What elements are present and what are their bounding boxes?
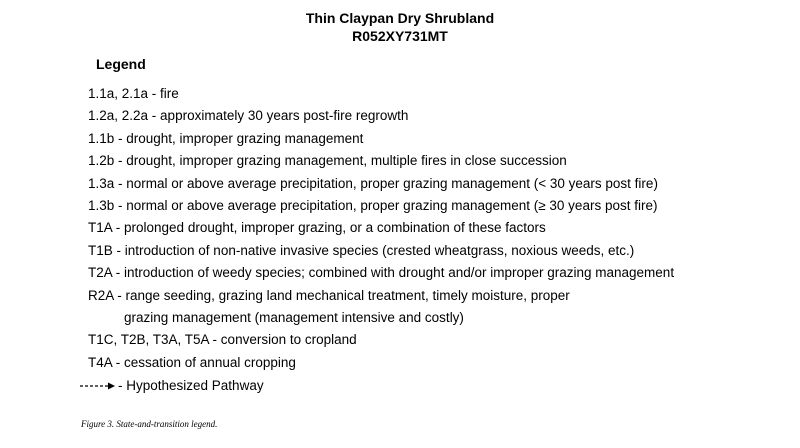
legend-item-1-3b: 1.3b - normal or above average precipitation, proper grazing management (≥ 30 years post fire) <box>88 198 658 213</box>
hypothesized-pathway-label: - Hypothesized Pathway <box>118 378 264 393</box>
legend-item-t1b: T1B - introduction of non-native invasive species (crested wheatgrass, noxious weeds, etc.) <box>88 243 635 258</box>
legend-heading: Legend <box>96 56 146 72</box>
legend-item-1-1b: 1.1b - drought, improper grazing management <box>88 131 364 146</box>
title-line-1: Thin Claypan Dry Shrubland <box>305 10 495 26</box>
legend-item-conversion-to-cropland: T1C, T2B, T3A, T5A - conversion to cropland <box>88 332 357 347</box>
legend-item-hypothesized-pathway <box>80 377 264 395</box>
legend-item-t2a: T2A - introduction of weedy species; combined with drought and/or improper grazing management <box>88 265 675 280</box>
legend-item-t1a: T1A - prolonged drought, improper grazing, or a combination of these factors <box>88 220 546 235</box>
legend-item-fire: 1.1a, 2.1a - fire <box>88 86 179 101</box>
legend-item-r2a-continued: grazing management (management intensive and costly) <box>124 310 464 325</box>
dashed-arrow-icon <box>80 381 116 391</box>
figure-caption: Figure 3. State-and-transition legend. <box>81 419 218 429</box>
legend-item-1-2b: 1.2b - drought, improper grazing management, multiple fires in close succession <box>88 153 567 168</box>
legend-item-1-3a: 1.3a - normal or above average precipitation, proper grazing management (< 30 years post fire) <box>88 176 658 191</box>
legend-item-post-fire-regrowth: 1.2a, 2.2a - approximately 30 years post-fire regrowth <box>88 108 409 123</box>
legend-item-r2a: R2A - range seeding, grazing land mechanical treatment, timely moisture, proper <box>88 288 570 303</box>
legend-item-t4a: T4A - cessation of annual cropping <box>88 355 296 370</box>
title-line-2: R052XY731MT <box>352 28 448 44</box>
